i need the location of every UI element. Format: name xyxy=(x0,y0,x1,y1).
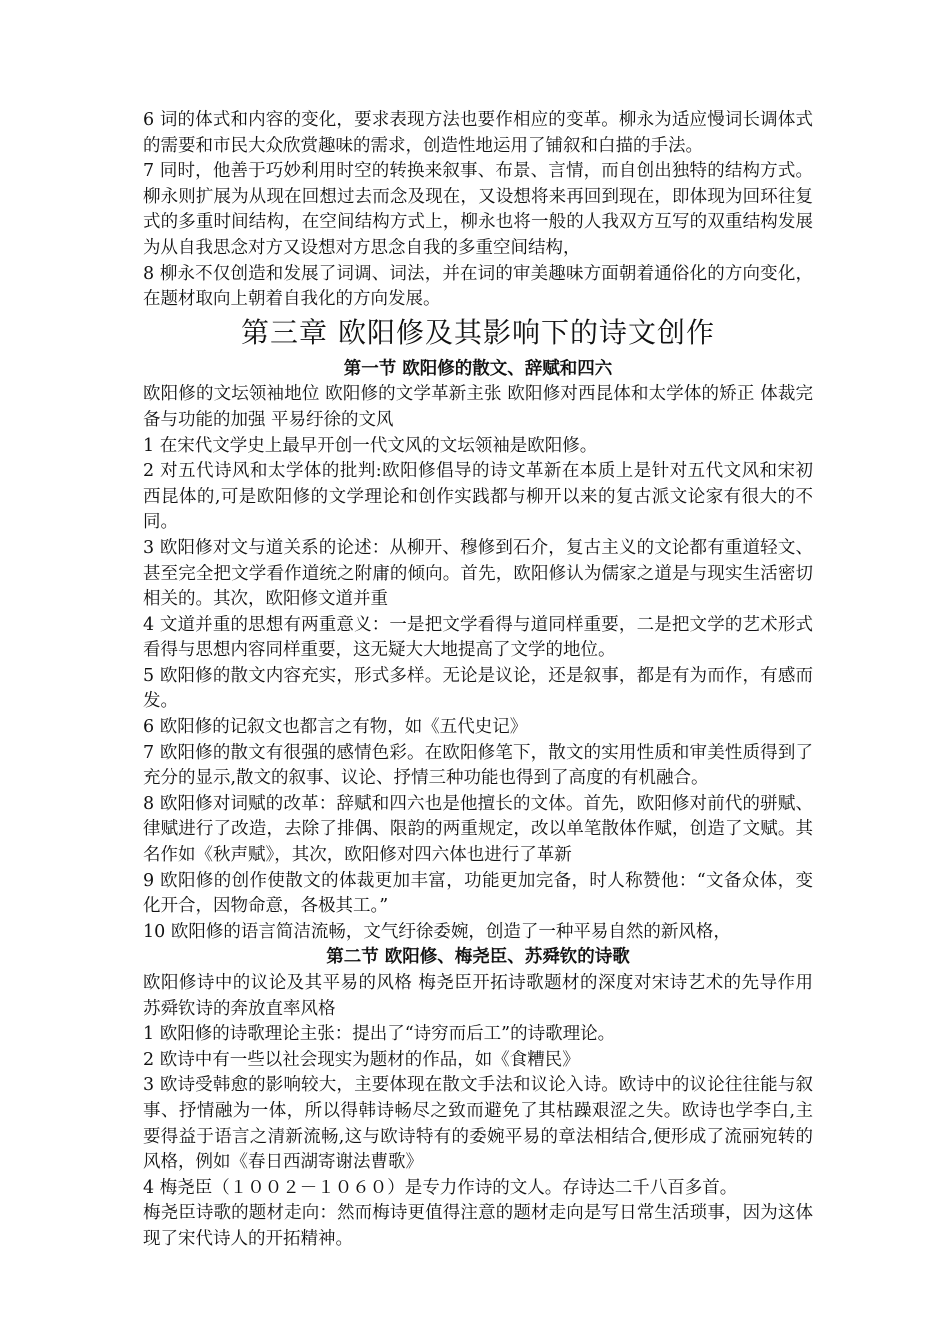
section-1-item-6: 6 欧阳修的记叙文也都言之有物，如《五代史记》 xyxy=(143,717,528,738)
section-2-item-3: 3 欧诗受韩愈的影响较大，主要体现在散文手法和议论入诗。欧诗中的议论往往能与叙事、抒情融为一体，所以得韩诗畅尽之致而避免了其枯躁艰涩之失。欧诗也学李白,主要得益于语言之清新流畅,这与欧诗特有的委婉平易的章法相结合,便形成了流丽宛转的风格，例如《春日西湖寄谢法曹歌》 xyxy=(143,1075,813,1173)
section-2-meiyaochen-topic: 梅尧臣诗歌的题材走向：然而梅诗更值得注意的题材走向是写日常生活琐事，因为这体现了宋代诗人的开拓精神。 xyxy=(143,1203,813,1249)
document-page xyxy=(143,108,813,1253)
section-2-item-2: 2 欧诗中有一些以社会现实为题材的作品，如《食糟民》 xyxy=(143,1049,580,1070)
intro-paragraph-7: 7 同时，他善于巧妙利用时空的转换来叙事、布景、言情，而自创出独特的结构方式。柳永则扩展为从现在回想过去而念及现在，又设想将来再回到现在，即体现为回环往复式的多重时间结构，在空间结构方式上，柳永也将一般的人我双方互写的双重结构发展为从自我思念对方又设想对方思念自我的多重空间结构， xyxy=(143,161,813,258)
section-1-item-2: 2 对五代诗风和太学体的批判:欧阳修倡导的诗文革新在本质上是针对五代文风和宋初西昆体的,可是欧阳修的文学理论和创作实践都与柳开以来的复古派文论家有很大的不同。 xyxy=(143,461,813,533)
section-1-item-9: 9 欧阳修的创作使散文的体裁更加丰富，功能更加完备，时人称赞他：“文备众体，变化开合，因物命意，各极其工。” xyxy=(143,870,813,917)
section-2-item-4: 4 梅尧臣（１００２－１０６０）是专力作诗的文人。存诗达二千八百多首。 xyxy=(143,1177,738,1198)
section-1-item-8: 8 欧阳修对词赋的改革：辞赋和四六也是他擅长的文体。首先，欧阳修对前代的骈赋、律赋进行了改造，去除了排偶、限韵的两重规定，改以单笔散体作赋，创造了文赋。其名作如《秋声赋》，其次，欧阳修对四六体也进行了革新 xyxy=(143,793,813,866)
section-2-item-1: 1 欧阳修的诗歌理论主张：提出了“诗穷而后工”的诗歌理论。 xyxy=(143,1024,616,1045)
section-1-summary: 欧阳修的文坛领袖地位 欧阳修的文学革新主张 欧阳修对西昆体和太学体的矫正 体裁完备与功能的加强 平易纡徐的文风 xyxy=(143,384,813,430)
intro-paragraph-6: 6 词的体式和内容的变化，要求表现方法也要作相应的变革。柳永为适应慢词长调体式的需要和市民大众欣赏趣味的需求，创造性地运用了铺叙和白描的手法。 xyxy=(143,110,813,156)
section-1-item-10: 10 欧阳修的语言简洁流畅，文气纡徐委婉，创造了一种平易自然的新风格， xyxy=(143,921,731,942)
section-2-title: 第二节 欧阳修、梅尧臣、苏舜钦的诗歌 xyxy=(326,947,630,968)
section-1-item-3: 3 欧阳修对文与道关系的论述：从柳开、穆修到石介，复古主义的文论都有重道轻文、甚至完全把文学看作道统之附庸的倾向。首先，欧阳修认为儒家之道是与现实生活密切相关的。其次，欧阳修文道并重 xyxy=(143,537,813,610)
section-1-item-1: 1 在宋代文学史上最早开创一代文风的文坛领袖是欧阳修。 xyxy=(143,435,598,456)
section-2-summary: 欧阳修诗中的议论及其平易的风格 梅尧臣开拓诗歌题材的深度对宋诗艺术的先导作用 苏舜钦诗的奔放直率风格 xyxy=(143,973,813,1019)
section-2 xyxy=(143,945,813,1252)
section-1-item-7: 7 欧阳修的散文有很强的感情色彩。在欧阳修笔下，散文的实用性质和审美性质得到了充分的显示,散文的叙事、议论、抒情三种功能也得到了高度的有机融合。 xyxy=(143,742,813,789)
section-1-title: 第一节 欧阳修的散文、辞赋和四六 xyxy=(343,358,613,379)
section-1-item-5: 5 欧阳修的散文内容充实，形式多样。无论是议论，还是叙事，都是有为而作，有感而发。 xyxy=(143,665,813,712)
intro-block xyxy=(143,108,813,313)
section-1-item-4: 4 文道并重的思想有两重意义：一是把文学看得与道同样重要，二是把文学的艺术形式看得与思想内容同样重要，这无疑大大地提高了文学的地位。 xyxy=(143,614,813,661)
section-1 xyxy=(143,357,813,946)
intro-paragraph-8: 8 柳永不仅创造和发展了词调、词法，并在词的审美趣味方面朝着通俗化的方向变化，在题材取向上朝着自我化的方向发展。 xyxy=(143,263,813,310)
chapter-title: 第三章 欧阳修及其影响下的诗文创作 xyxy=(241,315,715,349)
